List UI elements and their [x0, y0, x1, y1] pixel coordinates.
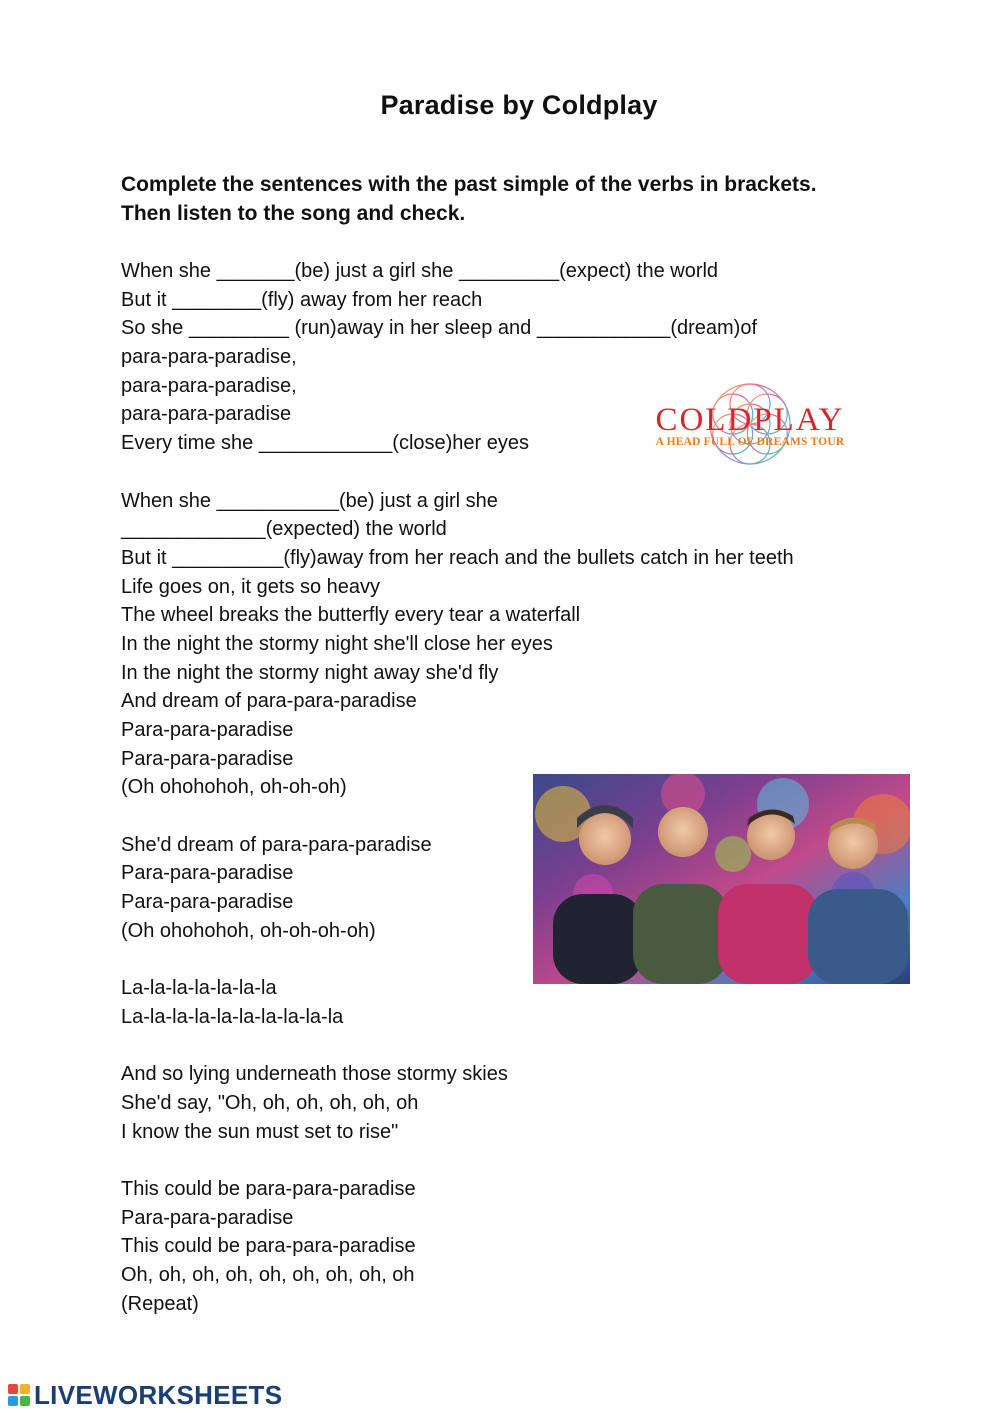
page-title: Paradise by Coldplay	[380, 90, 658, 120]
lyric-line: Every time she ____________(close)her eyes	[121, 432, 530, 455]
lyric-line: para-para-paradise,	[121, 374, 297, 397]
lyric-line: La-la-la-la-la-la-la	[121, 977, 277, 1000]
logo-wordmark: COLDPLAY	[655, 402, 845, 438]
lyric-line: This could be para-para-paradise	[121, 1235, 416, 1258]
band-photo	[533, 774, 910, 984]
coldplay-logo	[648, 378, 852, 478]
lyric-line: And so lying underneath those stormy skies	[121, 1063, 508, 1086]
lyric-line: Life goes on, it gets so heavy	[121, 575, 381, 598]
lyric-line: para-para-paradise	[121, 403, 292, 426]
instruction-line: Complete the sentences with the past simple of the verbs in brackets.	[121, 173, 817, 196]
lyric-line: She'd say, "Oh, oh, oh, oh, oh, oh	[121, 1091, 419, 1114]
footer-brand	[8, 1380, 282, 1410]
lyric-line: _____________(expected) the world	[121, 518, 447, 541]
instructions	[121, 170, 921, 228]
lyric-line: And dream of para-para-paradise	[121, 690, 417, 713]
band-photo-image	[533, 774, 910, 984]
lyric-line: (Oh ohohohoh, oh-oh-oh)	[121, 776, 347, 799]
lyric-line: Para-para-paradise	[121, 862, 294, 885]
lyric-line: But it __________(fly)away from her reach and the bullets catch in her teeth	[121, 546, 794, 569]
liveworksheets-logo-icon	[8, 1384, 30, 1406]
lyric-line: Para-para-paradise	[121, 747, 294, 770]
lyric-line: para-para-paradise,	[121, 346, 297, 369]
lyric-line: So she _________ (run)away in her sleep and ____________(dream)of	[121, 317, 758, 340]
lyric-line: (Oh ohohohoh, oh-oh-oh-oh)	[121, 919, 376, 942]
lyric-line: But it ________(fly) away from her reach	[121, 288, 483, 311]
lyric-line: I know the sun must set to rise"	[121, 1120, 399, 1143]
instruction-line: Then listen to the song and check.	[121, 202, 466, 225]
lyric-line: Para-para-paradise	[121, 1206, 294, 1229]
lyric-line: When she _______(be) just a girl she _________(expect) the world	[121, 260, 719, 282]
footer-brand-text: LIVEWORKSHEETS	[34, 1379, 283, 1410]
lyric-line: When she ___________(be) just a girl she	[121, 489, 498, 512]
lyric-line: La-la-la-la-la-la-la-la-la-la	[121, 1005, 344, 1028]
lyric-line: The wheel breaks the butterfly every tear a waterfall	[121, 604, 581, 627]
lyric-line: Oh, oh, oh, oh, oh, oh, oh, oh, oh	[121, 1264, 415, 1287]
lyric-line: Para-para-paradise	[121, 891, 294, 914]
lyric-line: She'd dream of para-para-paradise	[121, 833, 432, 856]
lyric-line: (Repeat)	[121, 1292, 199, 1315]
logo-tagline: A HEAD FULL OF DREAMS TOUR	[655, 436, 845, 448]
lyric-line: In the night the stormy night away she'd fly	[121, 661, 499, 684]
lyric-line: This could be para-para-paradise	[121, 1178, 416, 1200]
lyric-line: In the night the stormy night she'll close her eyes	[121, 632, 553, 655]
lyric-line: Para-para-paradise	[121, 719, 294, 741]
stanza-gap	[121, 1032, 881, 1061]
stanza-gap	[121, 1146, 881, 1175]
